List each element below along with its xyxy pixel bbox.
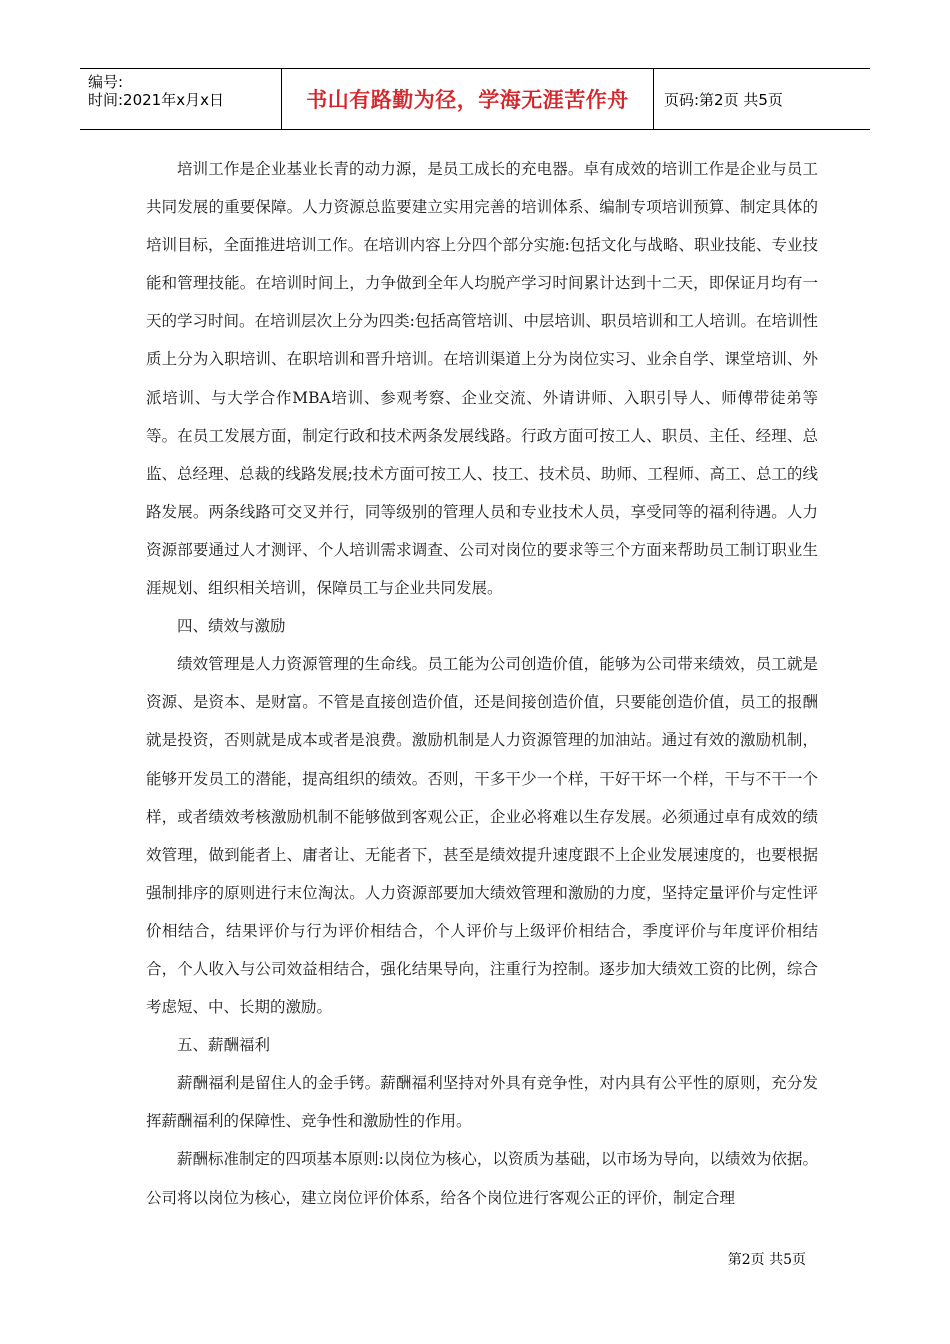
paragraph-performance: 绩效管理是人力资源管理的生命线。员工能为公司创造价值，能够为公司带来绩效，员工就是资源、是资本、是财富。不管是直接创造价值，还是间接创造价值，只要能创造价值，员工的报酬就是投资，否则就是成本或者是浪费。激励机制是人力资源管理的加油站。通过有效的激励机制，能够开发员工的潜能，提高组织的绩效。否则，干多干少一个样，干好干坏一个样，干与不干一个样，或者绩效考核激励机制不能够做到客观公正，企业必将难以生存发展。必须通过卓有成效的绩效管理，做到能者上、庸者让、无能者下，甚至是绩效提升速度跟不上企业发展速度的，也要根据强制排序的原则进行末位淘汰。人力资源部要加大绩效管理和激励的力度，坚持定量评价与定性评价相结合，结果评价与行为评价相结合，个人评价与上级评价相结合，季度评价与年度评价相结合，个人收入与公司效益相结合，强化结果导向，注重行为控制。逐步加大绩效工资的比例，综合考虑短、中、长期的激励。 xyxy=(146,655,818,1017)
page-header xyxy=(80,68,870,130)
section-heading-performance: 四、绩效与激励 xyxy=(177,617,286,636)
document-body xyxy=(146,150,818,1217)
header-page-info: 页码:第2页 共5页 xyxy=(664,90,783,109)
section-heading-compensation: 五、薪酬福利 xyxy=(177,1036,271,1055)
document-number-label: 编号: xyxy=(88,73,124,91)
document-date: 时间:2021年x月x日 xyxy=(88,91,224,109)
paragraph-compensation-principles: 薪酬标准制定的四项基本原则:以岗位为核心，以资质为基础，以市场为导向，以绩效为依据。公司将以岗位为核心，建立岗位评价体系，给各个岗位进行客观公正的评价，制定合理 xyxy=(146,1150,818,1207)
header-meta xyxy=(80,69,282,129)
header-motto: 书山有路勤为径，学海无涯苦作舟 xyxy=(282,69,654,129)
page-footer: 第2页 共5页 xyxy=(727,1252,806,1268)
paragraph-training: 培训工作是企业基业长青的动力源，是员工成长的充电器。卓有成效的培训工作是企业与员工共同发展的重要保障。人力资源总监要建立实用完善的培训体系、编制专项培训预算、制定具体的培训目标，全面推进培训工作。在培训内容上分四个部分实施:包括文化与战略、职业技能、专业技能和管理技能。在培训时间上，力争做到全年人均脱产学习时间累计达到十二天，即保证月均有一天的学习时间。在培训层次上分为四类:包括高管培训、中层培训、职员培训和工人培训。在培训性质上分为入职培训、在职培训和晋升培训。在培训渠道上分为岗位实习、业余自学、课堂培训、外派培训、与大学合作MBA培训、参观考察、企业交流、外请讲师、入职引导人、师傅带徒弟等等。在员工发展方面，制定行政和技术两条发展线路。行政方面可按工人、职员、主任、经理、总监、总经理、总裁的线路发展;技术方面可按工人、技工、技术员、助师、工程师、高工、总工的线路发展。两条线路可交叉并行，同等级别的管理人员和专业技术人员，享受同等的福利待遇。人力资源部要通过人才测评、个人培训需求调查、公司对岗位的要求等三个方面来帮助员工制订职业生涯规划、组织相关培训，保障员工与企业共同发展。 xyxy=(146,160,818,598)
paragraph-compensation-intro: 薪酬福利是留住人的金手铐。薪酬福利坚持对外具有竞争性，对内具有公平性的原则，充分发挥薪酬福利的保障性、竞争性和激励性的作用。 xyxy=(146,1074,818,1131)
